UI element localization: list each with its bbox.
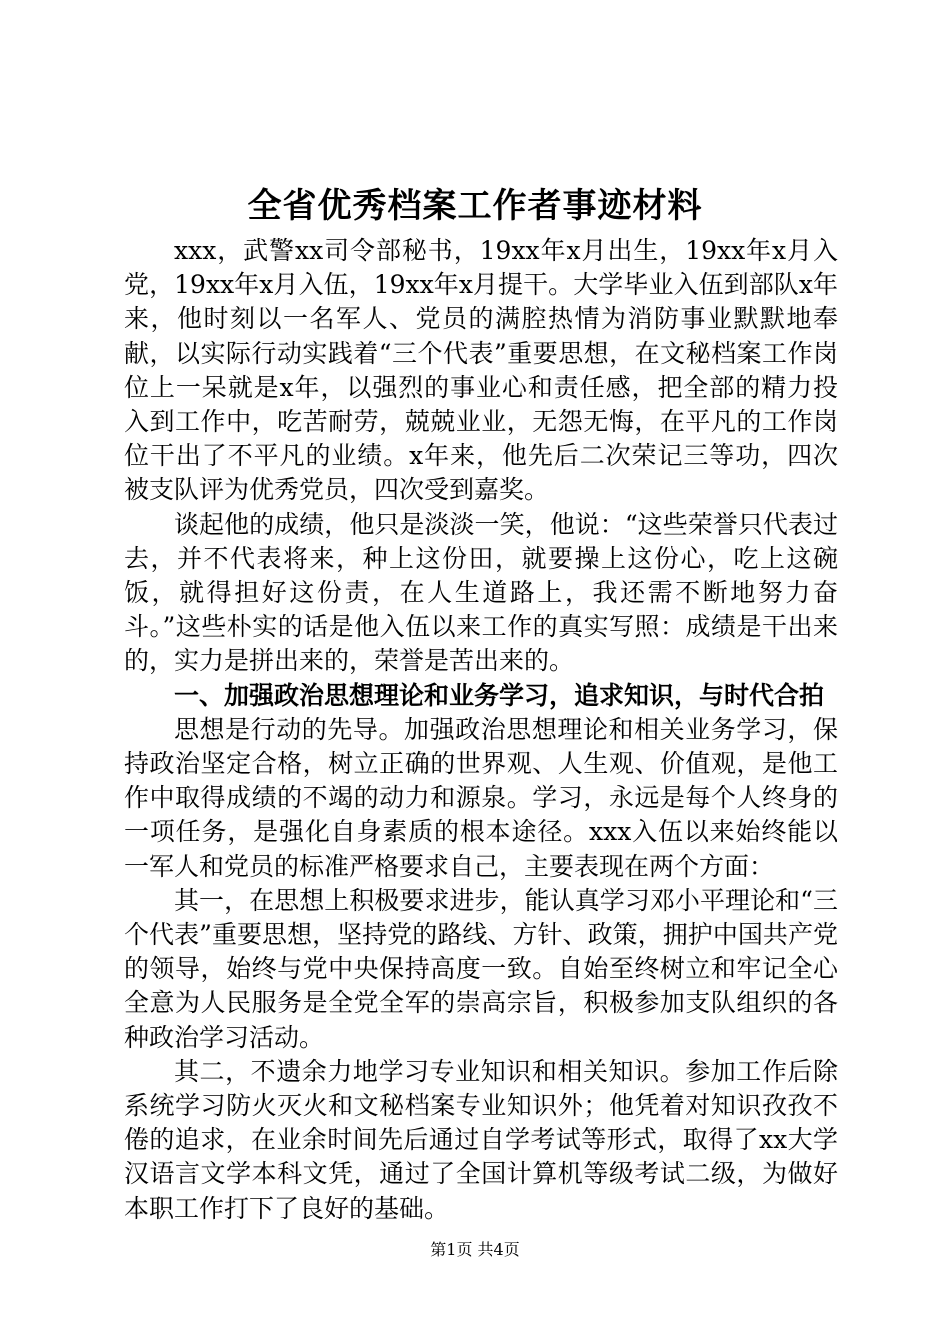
paragraph-study: 思想是行动的先导。加强政治思想理论和相关业务学习，保持政治坚定合格，树立正确的世界观、人生观、价值观，是他工作中取得成绩的不竭的动力和源泉。学习，永远是每个人终身的一项任务，是强化自身素质的根本途径。xxx入伍以来始终能以一军人和党员的标准严格要求自己，主要表现在两个方面： <box>124 714 838 881</box>
section-heading-1: 一、加强政治思想理论和业务学习，追求知识，与时代合拍 <box>174 680 825 710</box>
page-number-footer: 第1页 共4页 <box>430 1240 520 1259</box>
paragraph-intro: xxx，武警xx司令部秘书，19xx年x月出生，19xx年x月入党，19xx年x月入伍，19xx年x月提干。大学毕业入伍到部队x年来，他时刻以一名军人、党员的满腔热情为消防事业默默地奉献，以实际行动实践着“三个代表”重要思想，在文秘档案工作岗位上一呆就是x年，以强烈的事业心和责任感，把全部的精力投入到工作中，吃苦耐劳，兢兢业业，无怨无悔，在平凡的工作岗位干出了不平凡的业绩。x年来，他先后二次荣记三等功，四次被支队评为优秀党员，四次受到嘉奖。 <box>124 236 838 505</box>
paragraph-first-point: 其一，在思想上积极要求进步，能认真学习邓小平理论和“三个代表”重要思想，坚持党的路线、方针、政策，拥护中国共产党的领导，始终与党中央保持高度一致。自始至终树立和牢记全心全意为人民服务是全党全军的崇高宗旨，积极参加支队组织的各种政治学习活动。 <box>124 885 838 1052</box>
document-title: 全省优秀档案工作者事迹材料 <box>247 186 703 226</box>
paragraph-second-point: 其二，不遗余力地学习专业知识和相关知识。参加工作后除系统学习防火灭火和文秘档案专业知识外；他凭着对知识孜孜不倦的追求，在业余时间先后通过自学考试等形式，取得了xx大学汉语言文学本科文凭，通过了全国计算机等级考试二级，为做好本职工作打下了良好的基础。 <box>124 1056 838 1223</box>
paragraph-achievements: 谈起他的成绩，他只是淡淡一笑，他说：“这些荣誉只代表过去，并不代表将来，种上这份田，就要操上这份心，吃上这碗饭，就得担好这份责，在人生道路上，我还需不断地努力奋斗。”这些朴实的话是他入伍以来工作的真实写照：成绩是干出来的，实力是拼出来的，荣誉是苦出来的。 <box>124 509 838 676</box>
document-body <box>124 234 838 1226</box>
